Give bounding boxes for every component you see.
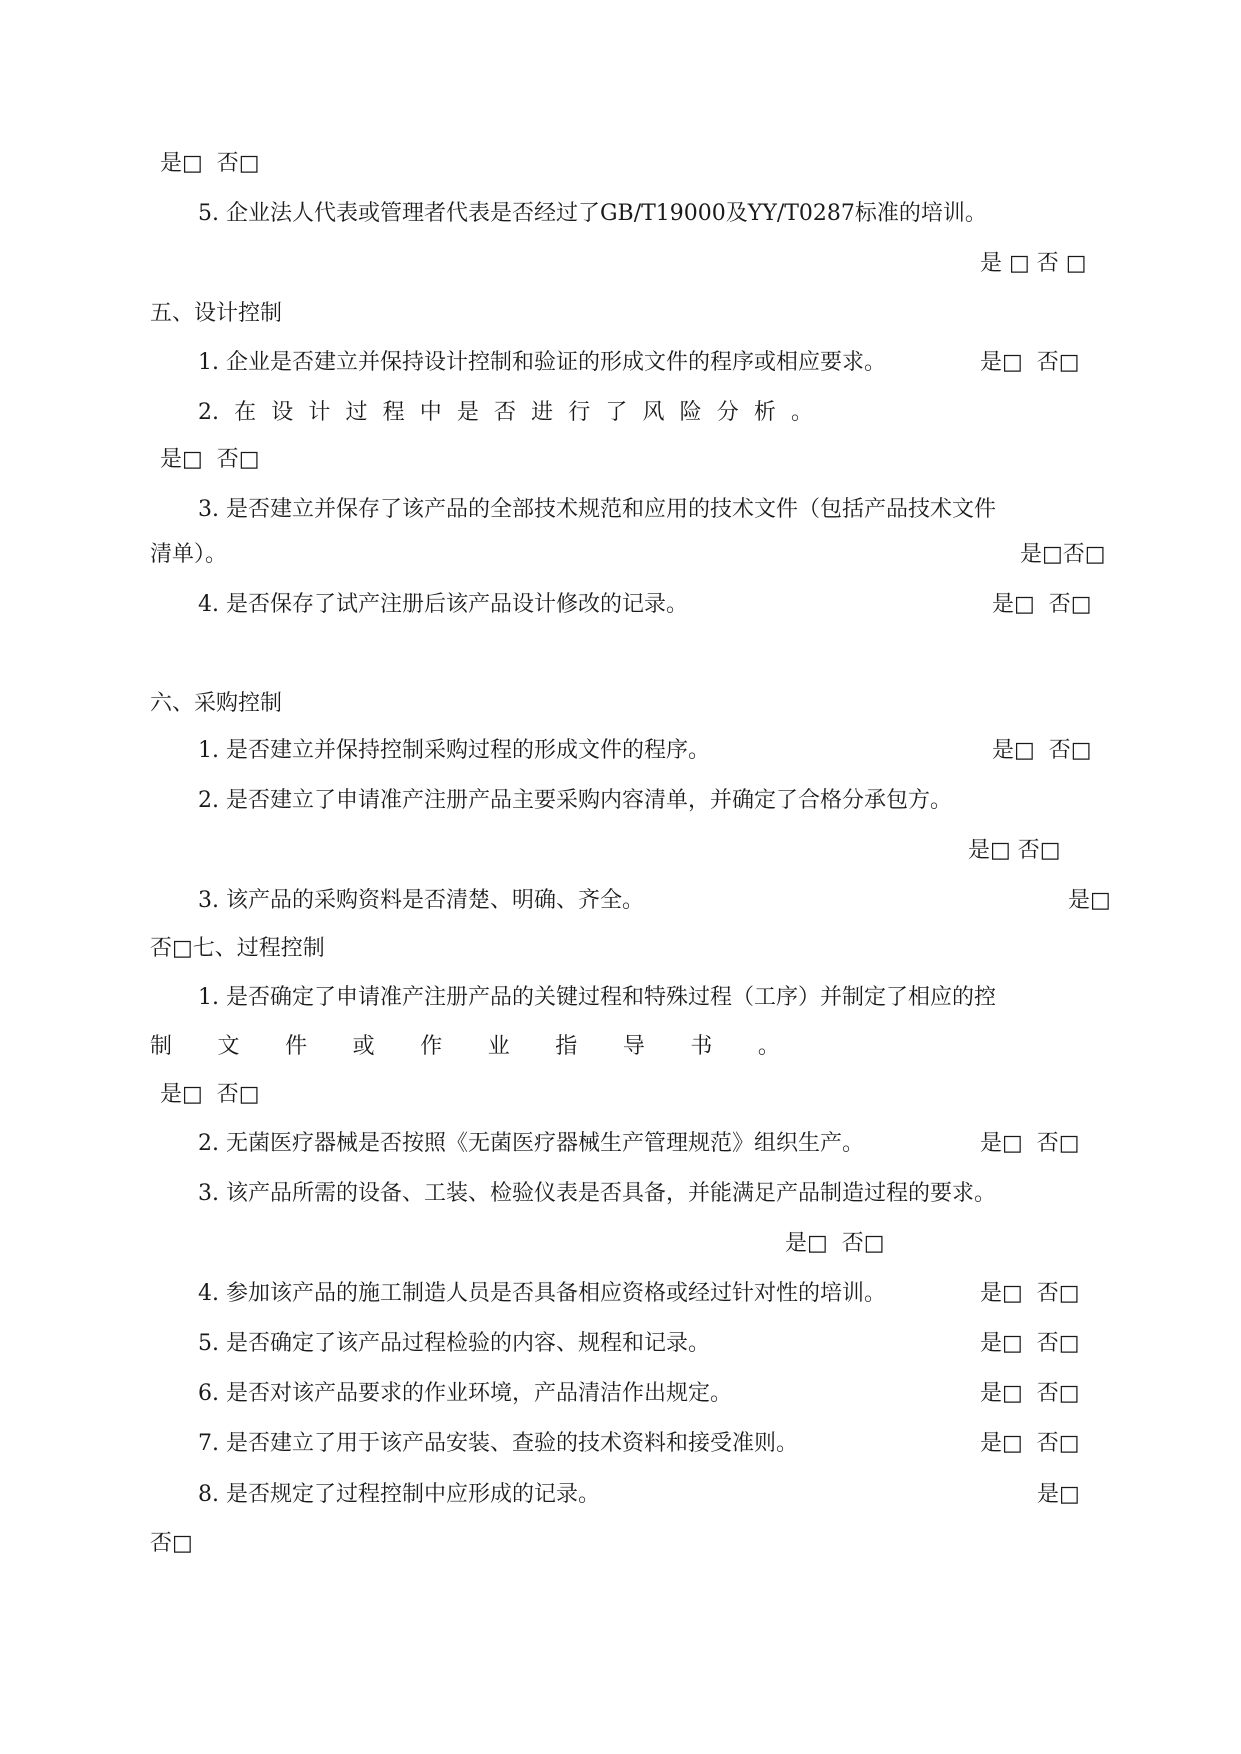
glyph: 险 <box>679 400 702 425</box>
answer-no-and-section-heading-process-control: 否□七、过程控制 <box>150 936 325 961</box>
item-7-6-text: 6. 是否对该产品要求的作业环境，产品清洁作出规定。 <box>198 1381 732 1406</box>
item-7-5-text: 5. 是否确定了该产品过程检验的内容、规程和记录。 <box>198 1331 710 1356</box>
item-7-8-text: 8. 是否规定了过程控制中应形成的记录。 <box>198 1482 600 1507</box>
answer-yes: 是□ <box>1037 1482 1080 1507</box>
answer-yes-no: 是□ 否□ <box>980 1281 1080 1306</box>
glyph: 设 <box>271 400 294 425</box>
item-7-1-text-cont <box>150 1032 780 1062</box>
answer-yes-no: 是□ 否□ <box>980 350 1080 375</box>
section-heading-procurement-control: 六、采购控制 <box>150 691 283 716</box>
item-5-3-text: 3. 是否建立并保存了该产品的全部技术规范和应用的技术文件（包括产品技术文件 <box>198 497 996 522</box>
glyph: 文 <box>217 1034 240 1059</box>
glyph: 了 <box>605 400 628 425</box>
item-7-2-text: 2. 无菌医疗器械是否按照《无菌医疗器械生产管理规范》组织生产。 <box>198 1131 864 1156</box>
item-5-3-text-cont: 清单）。 <box>150 542 228 567</box>
glyph: 过 <box>345 400 368 425</box>
answer-no: 否□ <box>150 1531 193 1556</box>
answer-yes-no: 是 □ 否 □ <box>980 251 1087 276</box>
glyph: 进 <box>531 400 554 425</box>
glyph: 作 <box>420 1034 443 1059</box>
answer-yes-no: 是□ 否□ <box>160 151 260 176</box>
glyph: 计 <box>308 400 331 425</box>
item-5-4-text: 4. 是否保存了试产注册后该产品设计修改的记录。 <box>198 592 688 617</box>
item-7-3-text: 3. 该产品所需的设备、工装、检验仪表是否具备，并能满足产品制造过程的要求。 <box>198 1181 996 1206</box>
glyph: 析 <box>753 400 776 425</box>
item-7-4-text: 4. 参加该产品的施工制造人员是否具备相应资格或经过针对性的培训。 <box>198 1281 886 1306</box>
answer-yes-no: 是□ 否□ <box>980 1381 1080 1406</box>
glyph: 制 <box>150 1034 173 1059</box>
item-6-1-text: 1. 是否建立并保持控制采购过程的形成文件的程序。 <box>198 738 710 763</box>
glyph: 件 <box>285 1034 308 1059</box>
answer-yes-no: 是□ 否□ <box>160 447 260 472</box>
glyph: 。 <box>790 400 813 425</box>
glyph: 在 <box>234 400 257 425</box>
item-7-1-text: 1. 是否确定了申请准产注册产品的关键过程和特殊过程（工序）并制定了相应的控 <box>198 985 996 1010</box>
answer-yes: 是□ <box>1068 888 1111 913</box>
answer-yes-no: 是□ 否□ <box>160 1082 260 1107</box>
glyph: 2. <box>198 400 219 425</box>
glyph: 导 <box>622 1034 645 1059</box>
glyph: 程 <box>382 400 405 425</box>
item-7-7-text: 7. 是否建立了用于该产品安装、查验的技术资料和接受准则。 <box>198 1431 798 1456</box>
glyph: 风 <box>642 400 665 425</box>
answer-yes-no: 是□ 否□ <box>968 838 1061 863</box>
answer-yes-no: 是□ 否□ <box>992 592 1092 617</box>
item-5-1-text: 1. 企业是否建立并保持设计控制和验证的形成文件的程序或相应要求。 <box>198 350 886 375</box>
glyph: 是 <box>456 400 479 425</box>
answer-yes-no: 是□ 否□ <box>785 1231 885 1256</box>
item-4-5-text: 5. 企业法人代表或管理者代表是否经过了GB/T19000及YY/T0287标准的培训。 <box>198 201 987 226</box>
glyph: 中 <box>419 400 442 425</box>
glyph: 书 <box>690 1034 713 1059</box>
glyph: 。 <box>757 1034 780 1059</box>
item-6-2-text: 2. 是否建立了申请准产注册产品主要采购内容清单，并确定了合格分承包方。 <box>198 788 952 813</box>
glyph: 或 <box>352 1034 375 1059</box>
answer-yes-no: 是□ 否□ <box>980 1331 1080 1356</box>
glyph: 业 <box>487 1034 510 1059</box>
glyph: 行 <box>568 400 591 425</box>
item-5-2-text <box>198 398 813 428</box>
answer-yes-no: 是□否□ <box>1020 542 1106 567</box>
section-heading-design-control: 五、设计控制 <box>150 301 283 326</box>
glyph: 否 <box>493 400 516 425</box>
item-6-3-text: 3. 该产品的采购资料是否清楚、明确、齐全。 <box>198 888 644 913</box>
glyph: 指 <box>555 1034 578 1059</box>
answer-yes-no: 是□ 否□ <box>992 738 1092 763</box>
answer-yes-no: 是□ 否□ <box>980 1131 1080 1156</box>
answer-yes-no: 是□ 否□ <box>980 1431 1080 1456</box>
glyph: 分 <box>716 400 739 425</box>
